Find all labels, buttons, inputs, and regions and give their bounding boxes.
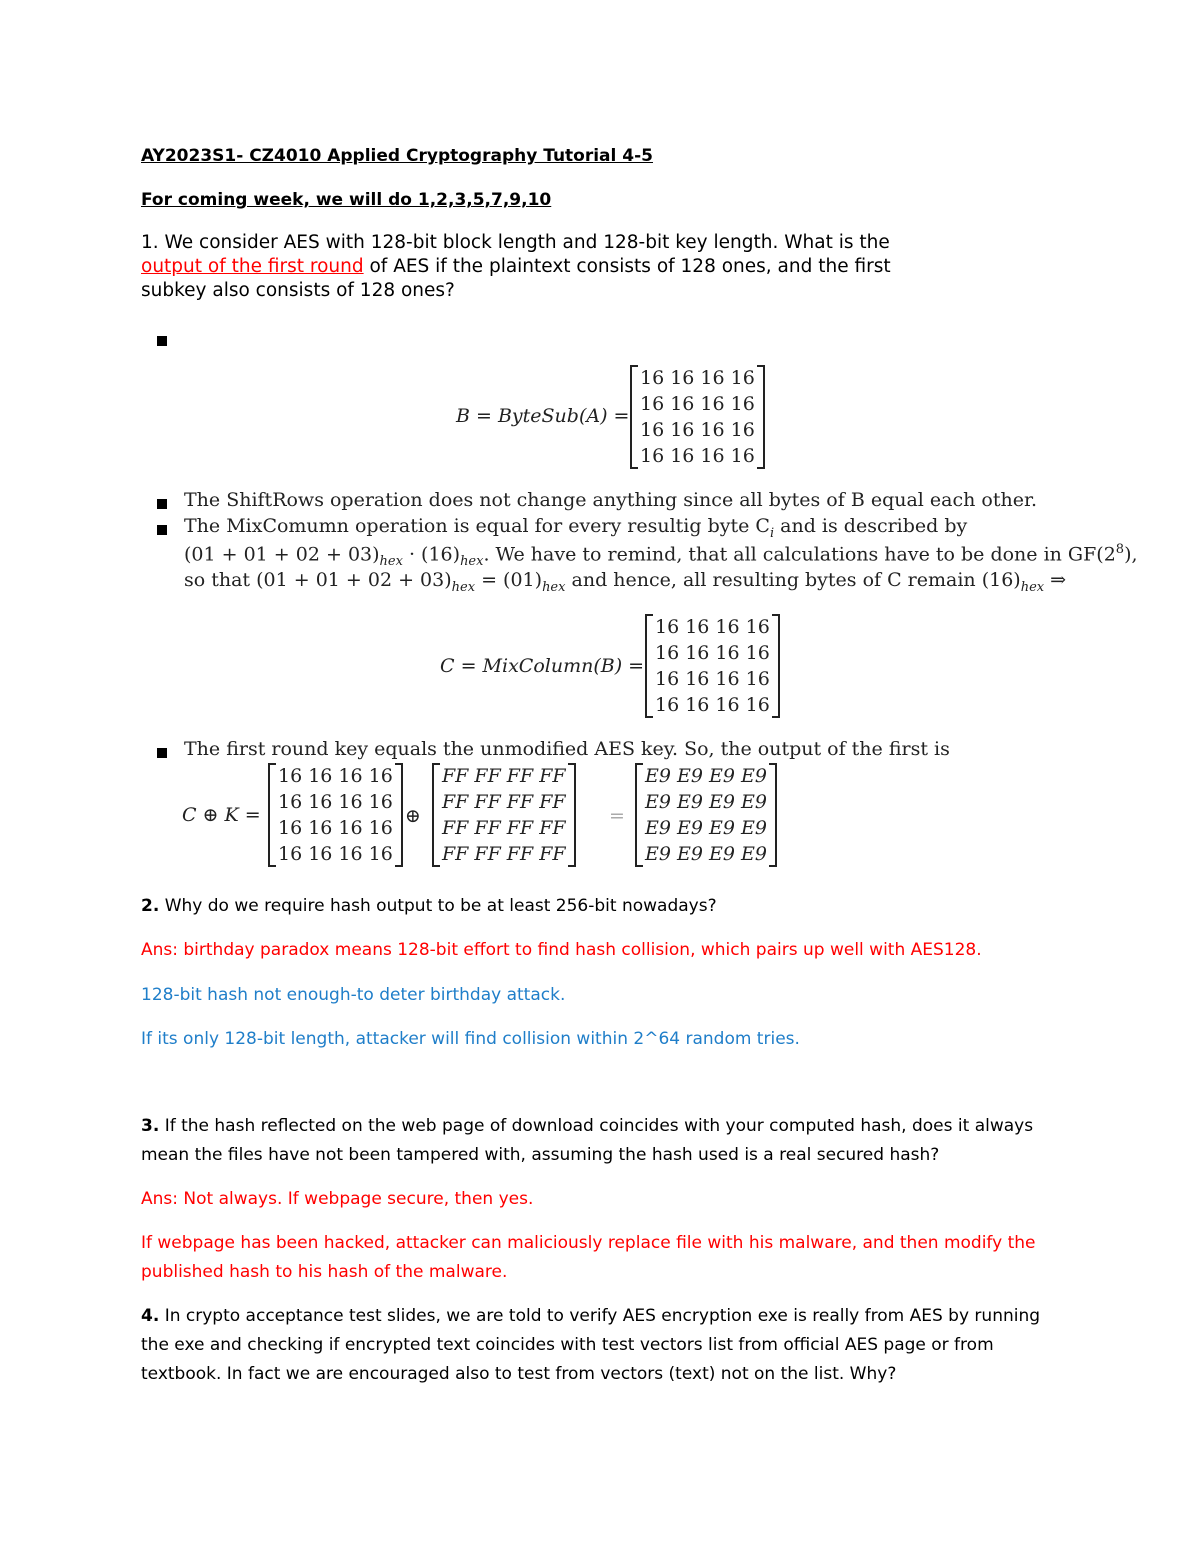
document-subtitle: For coming week, we will do 1,2,3,5,7,9,10 <box>141 190 552 210</box>
q1-line3: subkey also consists of 128 ones? <box>141 280 455 301</box>
mixcol-sothat: so that (01 + 01 + 02 + 03) <box>184 569 452 591</box>
matrix-result-row: E9 E9 E9 E9 <box>645 817 767 839</box>
mixcolumn-label: C = MixColumn(B) = <box>440 655 645 677</box>
matrix-result-row: E9 E9 E9 E9 <box>645 791 767 813</box>
q3-line1-text: If the hash reflected on the web page of download coincides with your computed hash, does it always <box>159 1116 1034 1136</box>
matrix-k-row: FF FF FF FF <box>442 765 566 787</box>
mixcol-remain: and hence, all resulting bytes of C remain (16) <box>565 569 1021 591</box>
q2-question <box>141 896 717 916</box>
q2-answer-1: Ans: birthday paradox means 128-bit effort to find hash collision, which pairs up well with AES128. <box>141 940 982 960</box>
q3-number: 3. <box>141 1116 160 1136</box>
q1-link[interactable]: output of the first round <box>141 256 364 277</box>
matrix-c-operand-row: 16 16 16 16 <box>278 817 393 839</box>
matrix-k-row: FF FF FF FF <box>442 843 566 865</box>
matrix-result-row: E9 E9 E9 E9 <box>645 765 767 787</box>
implies-arrow-icon: ⇒ <box>1044 569 1067 591</box>
mixcol-remind: . We have to remind, that all calculations have to be done in GF(2 <box>483 543 1116 566</box>
matrix-c-row: 16 16 16 16 <box>655 694 770 716</box>
q4-line3: textbook. In fact we are encouraged also to test from vectors (text) not on the list. Why? <box>141 1364 897 1384</box>
bullet-mixcolumn <box>157 522 167 540</box>
matrix-c <box>645 614 780 718</box>
q2-answer-2: 128-bit hash not enough-to deter birthday attack. <box>141 985 566 1005</box>
matrix-result <box>635 763 777 867</box>
mixcol-line2 <box>184 542 1138 569</box>
mixcol-line1-text: The MixComumn operation is equal for every resultig byte C <box>184 515 770 537</box>
hex-subscript: hex <box>1020 579 1045 595</box>
q4-line2: the exe and checking if encrypted text coincides with test vectors list from official AES page or from <box>141 1335 994 1355</box>
q2-number: 2. <box>141 896 160 916</box>
mixcol-subscript: i <box>769 525 775 541</box>
gf-exponent: 8 <box>1115 542 1125 557</box>
xor-label: C ⊕ K = <box>182 804 261 826</box>
matrix-c-operand <box>268 763 403 867</box>
equals-sign: = <box>609 805 625 827</box>
q3-answer-1: Ans: Not always. If webpage secure, then yes. <box>141 1189 534 1209</box>
matrix-c-operand-row: 16 16 16 16 <box>278 843 393 865</box>
mixcol-mult: · (16) <box>402 543 461 566</box>
q3-answer-2-line1: If webpage has been hacked, attacker can maliciously replace file with his malware, and then modify the <box>141 1233 1036 1253</box>
q1-line1 <box>141 231 890 255</box>
bullet-roundkey <box>157 745 167 763</box>
bullet-square-icon <box>157 336 167 346</box>
mixcol-close: ), <box>1124 543 1138 566</box>
hex-subscript: hex <box>542 579 566 595</box>
matrix-c-operand-row: 16 16 16 16 <box>278 791 393 813</box>
matrix-c-row: 16 16 16 16 <box>655 668 770 690</box>
matrix-b <box>630 365 765 469</box>
q1-line1-text: We consider AES with 128-bit block length and 128-bit key length. What is the <box>164 232 890 253</box>
hex-subscript: hex <box>451 579 476 595</box>
bullet-shiftrows <box>157 496 167 514</box>
roundkey-text: The first round key equals the unmodified AES key. So, the output of the first is <box>184 738 950 760</box>
q4-line1-text: In crypto acceptance test slides, we are told to verify AES encryption exe is really from AES by running <box>159 1306 1041 1326</box>
mixcol-equals: = (01) <box>475 569 543 591</box>
bullet-square-icon <box>157 525 167 535</box>
matrix-k <box>432 763 576 867</box>
bullet-square-icon <box>157 499 167 509</box>
bytesub-label: B = ByteSub(A) = <box>456 405 630 427</box>
hex-subscript: hex <box>460 554 484 570</box>
q2-question-text: Why do we require hash output to be at least 256-bit nowadays? <box>159 896 717 916</box>
q3-answer-2-line2: published hash to his hash of the malware. <box>141 1262 508 1282</box>
matrix-c-row: 16 16 16 16 <box>655 616 770 638</box>
q1-line2 <box>141 255 891 279</box>
q1-line2-text: of AES if the plaintext consists of 128 ones, and the first <box>363 256 891 277</box>
q3-line1 <box>141 1116 1033 1136</box>
q4-number: 4. <box>141 1306 160 1326</box>
mixcol-line3 <box>184 569 1066 595</box>
matrix-k-row: FF FF FF FF <box>442 791 566 813</box>
q2-answer-3: If its only 128-bit length, attacker will find collision within 2^64 random tries. <box>141 1029 800 1049</box>
matrix-b-row: 16 16 16 16 <box>640 419 755 441</box>
matrix-k-row: FF FF FF FF <box>442 817 566 839</box>
matrix-b-row: 16 16 16 16 <box>640 367 755 389</box>
matrix-b-row: 16 16 16 16 <box>640 445 755 467</box>
q4-line1 <box>141 1306 1040 1326</box>
q1-number: 1. <box>141 232 159 253</box>
matrix-c-row: 16 16 16 16 <box>655 642 770 664</box>
matrix-b-row: 16 16 16 16 <box>640 393 755 415</box>
mixcol-line1 <box>184 515 967 541</box>
matrix-c-operand-row: 16 16 16 16 <box>278 765 393 787</box>
xor-operator-icon: ⊕ <box>405 805 421 827</box>
matrix-result-row: E9 E9 E9 E9 <box>645 843 767 865</box>
q3-line2: mean the files have not been tampered with, assuming the hash used is a real secured hash? <box>141 1145 940 1165</box>
bullet-square-icon <box>157 748 167 758</box>
shiftrows-text: The ShiftRows operation does not change anything since all bytes of B equal each other. <box>184 489 1037 511</box>
mixcol-line1-end: and is described by <box>774 515 968 537</box>
document-title: AY2023S1- CZ4010 Applied Cryptography Tutorial 4-5 <box>141 146 653 166</box>
hex-subscript: hex <box>379 554 403 570</box>
bullet-empty <box>157 333 167 351</box>
mixcol-expr: (01 + 01 + 02 + 03) <box>184 543 380 566</box>
